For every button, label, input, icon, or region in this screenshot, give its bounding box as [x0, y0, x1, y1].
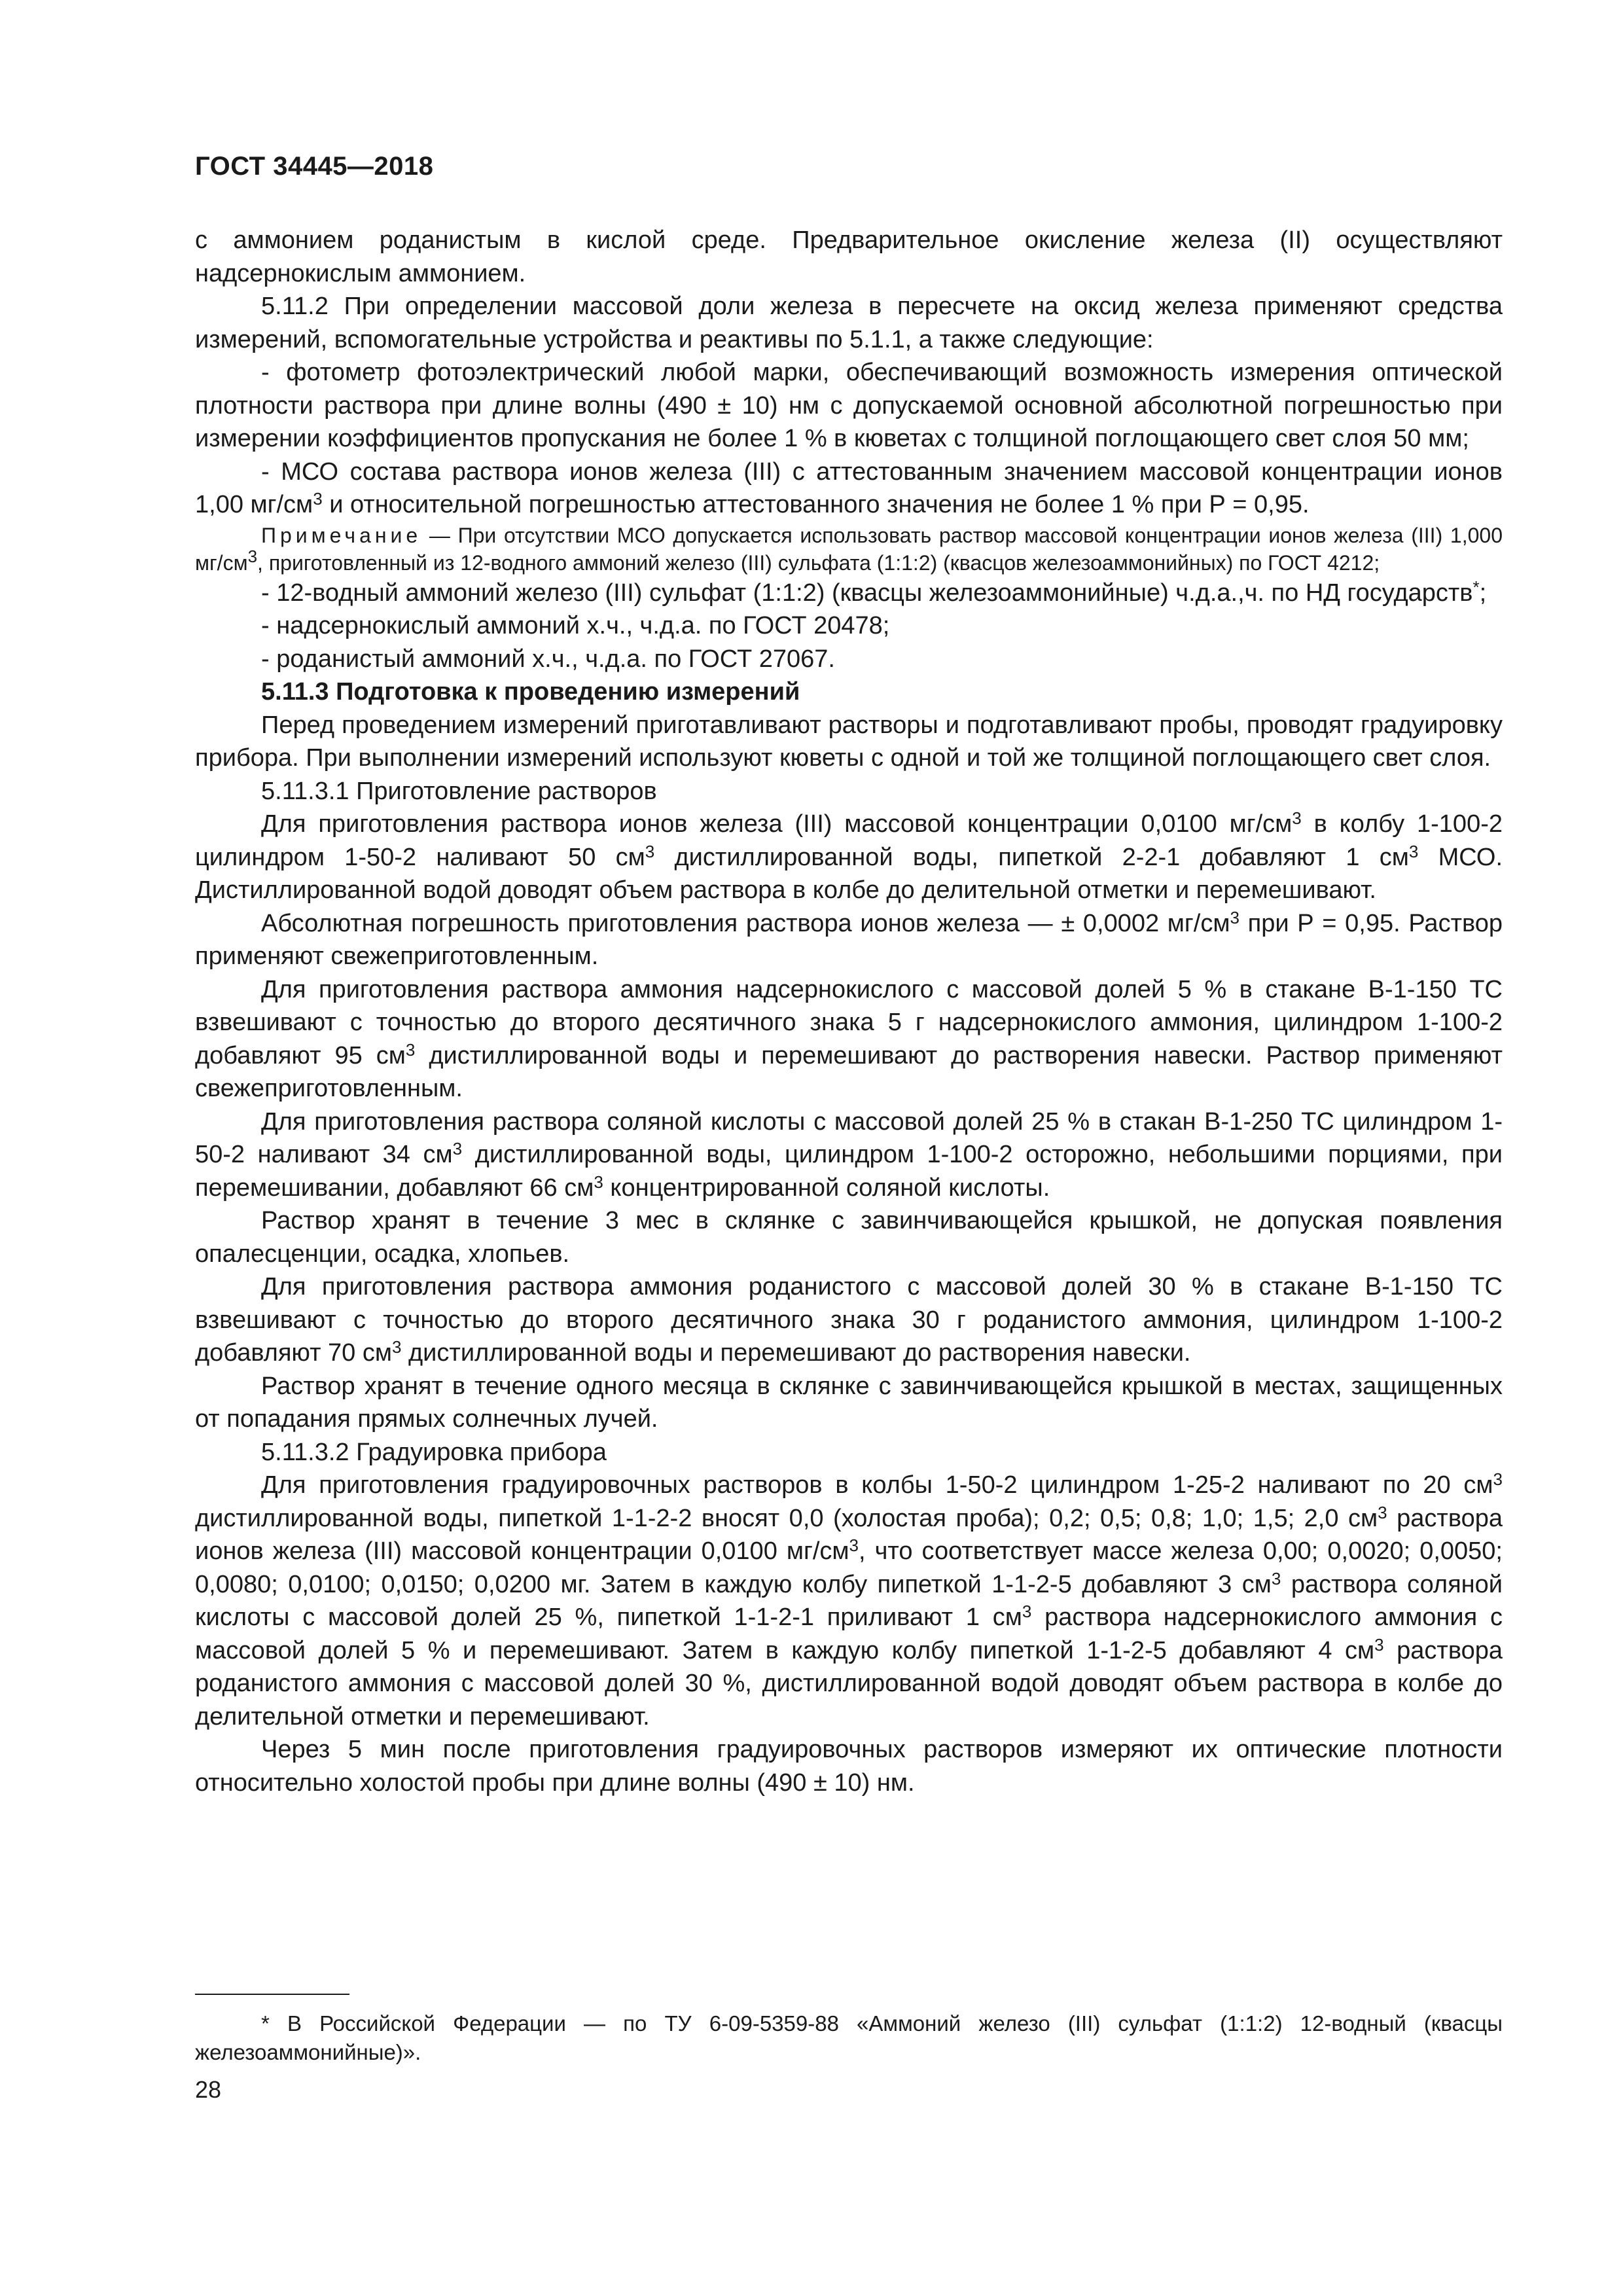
- paragraph: Раствор хранят в течение 3 мес в склянке с завинчивающейся крышкой, не допуская появления опалесценции, осадка, хлопьев.: [195, 1207, 1503, 1268]
- list-item: - МСО состава раствора ионов железа (III) с аттестованным значением массовой концентрации ионов 1,00 $мг/см^3$ и относительной погрешностью аттестованного значения не более 1 % при Р = 0,95.: [195, 457, 1503, 518]
- paragraph: Для приготовления раствора соляной кислоты с массовой долей 25 % в стакан В-1-250 ТС цилиндром 1-50-2 наливают 34 $см^3$ дистиллированной воды, цилиндром 1-100-2 осторожно, небольшими порциями, при перемешивании, добавляют 66 $см^3$ концентрированной соляной кислоты.: [195, 1107, 1503, 1202]
- document-body: [195, 224, 1503, 1799]
- subsection-heading: 5.11.3.1 Приготовление растворов: [261, 777, 657, 805]
- paragraph: Для приготовления раствора аммония роданистого с массовой долей 30 % в стакане В-1-150 ТС взвешивают с точностью до второго десятичного знака 30 г роданистого аммония, цилиндром 1-100-2 добавляют 70 $см^3$ дистиллированной воды и перемешивают до растворения навески.: [195, 1273, 1503, 1367]
- paragraph: Перед проведением измерений приготавливают растворы и подготавливают пробы, проводят градуировку прибора. При выполнении измерений используют кюветы с одной и той же толщиной поглощающего свет слоя.: [195, 711, 1503, 772]
- section-heading: 5.11.3 Подготовка к проведению измерений: [261, 678, 800, 706]
- paragraph: Для приготовления градуировочных растворов в колбы 1-50-2 цилиндром 1-25-2 наливают по 20 $см^3$ дистиллированной воды, пипеткой 1-1-2-2 вносят 0,0 (холостая проба); 0,2; 0,5; 0,8; 1,0; 1,5; 2,0 $см^3$ раствора ионов железа (III) массовой концентрации 0,0100 $мг/см^3$, что соответствует массе железа 0,00; 0,0020; 0,0050; 0,0080; 0,0100; 0,0150; 0,0200 мг. Затем в каждую колбу пипеткой 1-1-2-5 добавляют 3 $см^3$ раствора соляной кислоты с массовой долей 25 %, пипеткой 1-1-2-1 приливают 1 $см^3$ раствора надсернокислого аммония с массовой долей 5 % и перемешивают. Затем в каждую колбу пипеткой 1-1-2-5 добавляют 4 $см^3$ раствора роданистого аммония с массовой долей 30 %, дистиллированной водой доводят объем раствора в колбе до делительной отметки и перемешивают.: [195, 1469, 1503, 1731]
- page-number: 28: [195, 2076, 222, 2103]
- note: Примечание — При отсутствии МСО допускается использовать раствор массовой концентрации ионов железа (III) 1,000 $мг/см^3$, приготовленный из 12-водного аммоний железо (III) сульфата (1:1:2) (квасцов железоаммонийных) по ГОСТ 4212;: [195, 523, 1503, 575]
- footnote: * В Российской Федерации — по ТУ 6-09-5359-88 «Аммоний железо (III) сульфат (1:1:2) 12-водный (квасцы железоаммонийные)».: [195, 2011, 1503, 2064]
- footnote-divider: [195, 1994, 349, 1995]
- note-label: Примечание: [261, 523, 422, 547]
- page-header: ГОСТ 34445—2018: [195, 152, 434, 181]
- list-item: - 12-водный аммоний железо (III) сульфат (1:1:2) (квасцы железоаммонийные) ч.д.а.,ч. по НД государств*;: [261, 577, 1487, 607]
- list-item: - роданистый аммоний х.ч., ч.д.а. по ГОСТ 27067.: [261, 645, 835, 673]
- superscript: 3: [313, 489, 323, 509]
- footnote-marker: *: [1472, 577, 1480, 597]
- superscript: 3: [247, 546, 258, 566]
- paragraph: 5.11.2 При определении массовой доли железа в пересчете на оксид железа применяют средства измерений, вспомогательные устройства и реактивы по 5.1.1, а также следующие:: [195, 293, 1503, 353]
- list-item: - надсернокислый аммоний х.ч., ч.д.а. по ГОСТ 20478;: [261, 612, 890, 639]
- subsection-heading: 5.11.3.2 Градуировка прибора: [261, 1438, 607, 1466]
- list-item: - фотометр фотоэлектрический любой марки, обеспечивающий возможность измерения оптической плотности раствора при длине волны (490 ± 10) нм с допускаемой основной абсолютной погрешностью при измерении коэффициентов пропускания не более 1 % в кюветах с толщиной поглощающего свет слоя 50 мм;: [195, 359, 1503, 452]
- paragraph: Абсолютная погрешность приготовления раствора ионов железа — ± 0,0002 $мг/см^3$ при Р = 0,95. Раствор применяют свежеприготовленным.: [195, 907, 1503, 970]
- paragraph: Для приготовления раствора аммония надсернокислого с массовой долей 5 % в стакане В-1-150 ТС взвешивают с точностью до второго десятичного знака 5 г надсернокислого аммония, цилиндром 1-100-2 добавляют 95 $см^3$ дистиллированной воды и перемешивают до растворения навески. Раствор применяют свежеприготовленным.: [195, 975, 1503, 1102]
- paragraph: с аммонием роданистым в кислой среде. Предварительное окисление железа (II) осуществляют надсернокислым аммонием.: [195, 226, 1503, 287]
- paragraph: Раствор хранят в течение одного месяца в склянке с завинчивающейся крышкой в местах, защищенных от попадания прямых солнечных лучей.: [195, 1372, 1503, 1433]
- paragraph: Для приготовления раствора ионов железа (III) массовой концентрации 0,0100 $мг/см^3$ в колбу 1-100-2 цилиндром 1-50-2 наливают 50 $см^3$ дистиллированной воды, пипеткой 2-2-1 добавляют 1 $см^3$ МСО. Дистиллированной водой доводят объем раствора в колбе до делительной отметки и перемешивают.: [195, 808, 1503, 904]
- paragraph: Через 5 мин после приготовления градуировочных растворов измеряют их оптические плотности относительно холостой пробы при длине волны (490 ± 10) нм.: [195, 1736, 1503, 1797]
